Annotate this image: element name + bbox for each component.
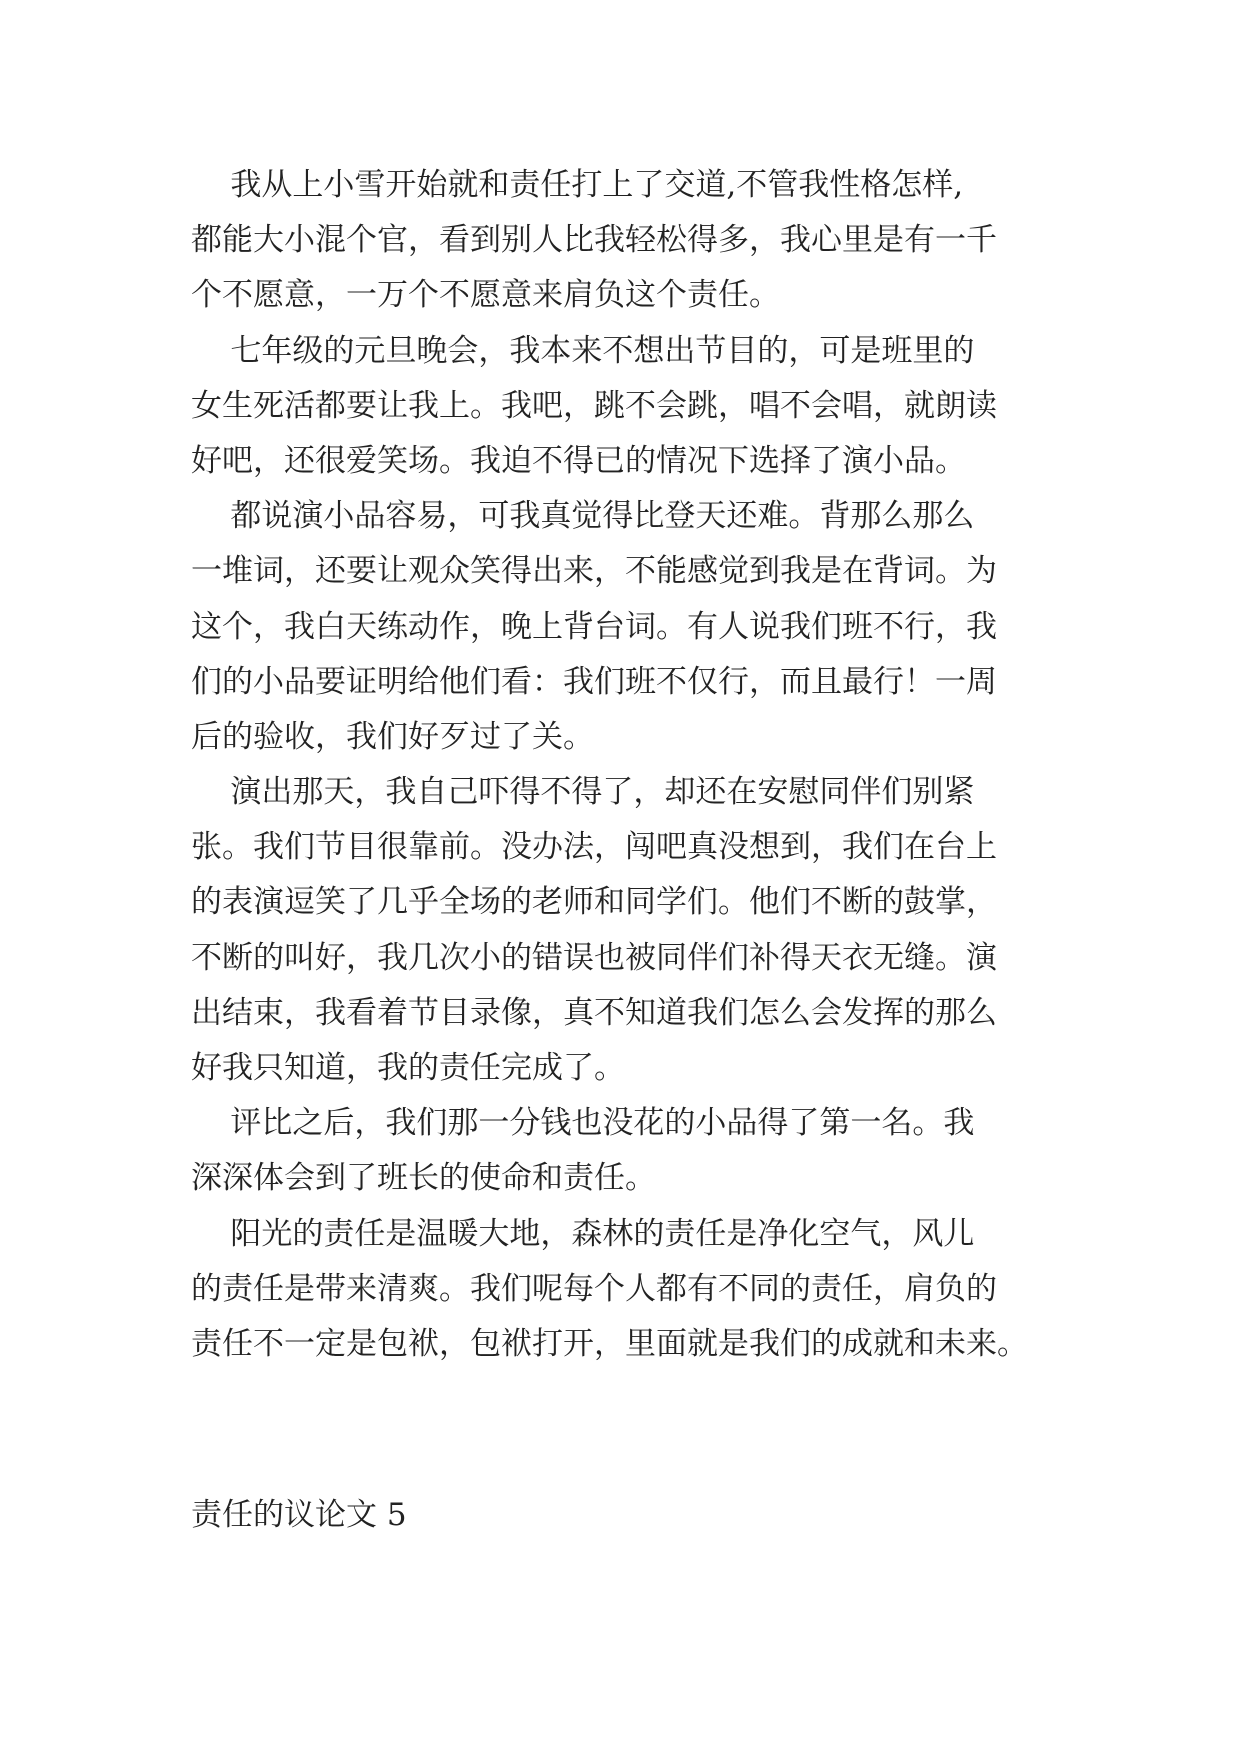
text-line: 女生死活都要让我上。我吧，跳不会跳，唱不会唱，就朗读: [191, 387, 997, 424]
text-line: 七年级的元旦晚会，我本来不想出节目的，可是班里的: [191, 332, 975, 369]
text-line: 不断的叫好，我几次小的错误也被同伴们补得天衣无缝。演: [191, 939, 997, 976]
text-line: 出结束，我看着节目录像，真不知道我们怎么会发挥的那么: [191, 994, 997, 1031]
text-line: 们的小品要证明给他们看：我们班不仅行，而且最行！一周: [191, 663, 997, 700]
text-line: 深深体会到了班长的使命和责任。: [191, 1160, 656, 1197]
text-line: 个不愿意，一万个不愿意来肩负这个责任。: [191, 277, 780, 314]
text-line: 的责任是带来清爽。我们呢每个人都有不同的责任，肩负的: [191, 1270, 997, 1307]
text-line: 我从上小雪开始就和责任打上了交道,不管我性格怎样,: [191, 167, 964, 203]
text-line: 后的验收，我们好歹过了关。: [191, 718, 594, 755]
text-line: 都说演小品容易，可我真觉得比登天还难。背那么那么: [191, 498, 975, 535]
text-line: 好我只知道，我的责任完成了。: [191, 1050, 625, 1086]
essay-body: [191, 158, 1061, 1372]
text-line: 都能大小混个官，看到别人比我轻松得多，我心里是有一千: [191, 222, 997, 259]
text-line: 评比之后，我们那一分钱也没花的小品得了第一名。我: [191, 1105, 975, 1142]
text-line: 责任不一定是包袱，包袱打开，里面就是我们的成就和未来。: [191, 1325, 1028, 1362]
text-line: 演出那天，我自己吓得不得了，却还在安慰同伴们别紧: [191, 774, 975, 811]
text-line: 的表演逗笑了几乎全场的老师和同学们。他们不断的鼓掌，: [191, 884, 997, 921]
text-line: 这个，我白天练动作，晚上背台词。有人说我们班不行，我: [191, 608, 997, 645]
text-line: 一堆词，还要让观众笑得出来，不能感觉到我是在背词。为: [191, 553, 997, 590]
text-line: 好吧，还很爱笑场。我迫不得已的情况下选择了演小品。: [191, 442, 966, 479]
text-line: 阳光的责任是温暖大地，森林的责任是净化空气，风儿: [191, 1215, 975, 1252]
text-line: 张。我们节目很靠前。没办法，闯吧真没想到，我们在台上: [191, 829, 997, 866]
section-heading: 责任的议论文 5: [191, 1497, 407, 1533]
